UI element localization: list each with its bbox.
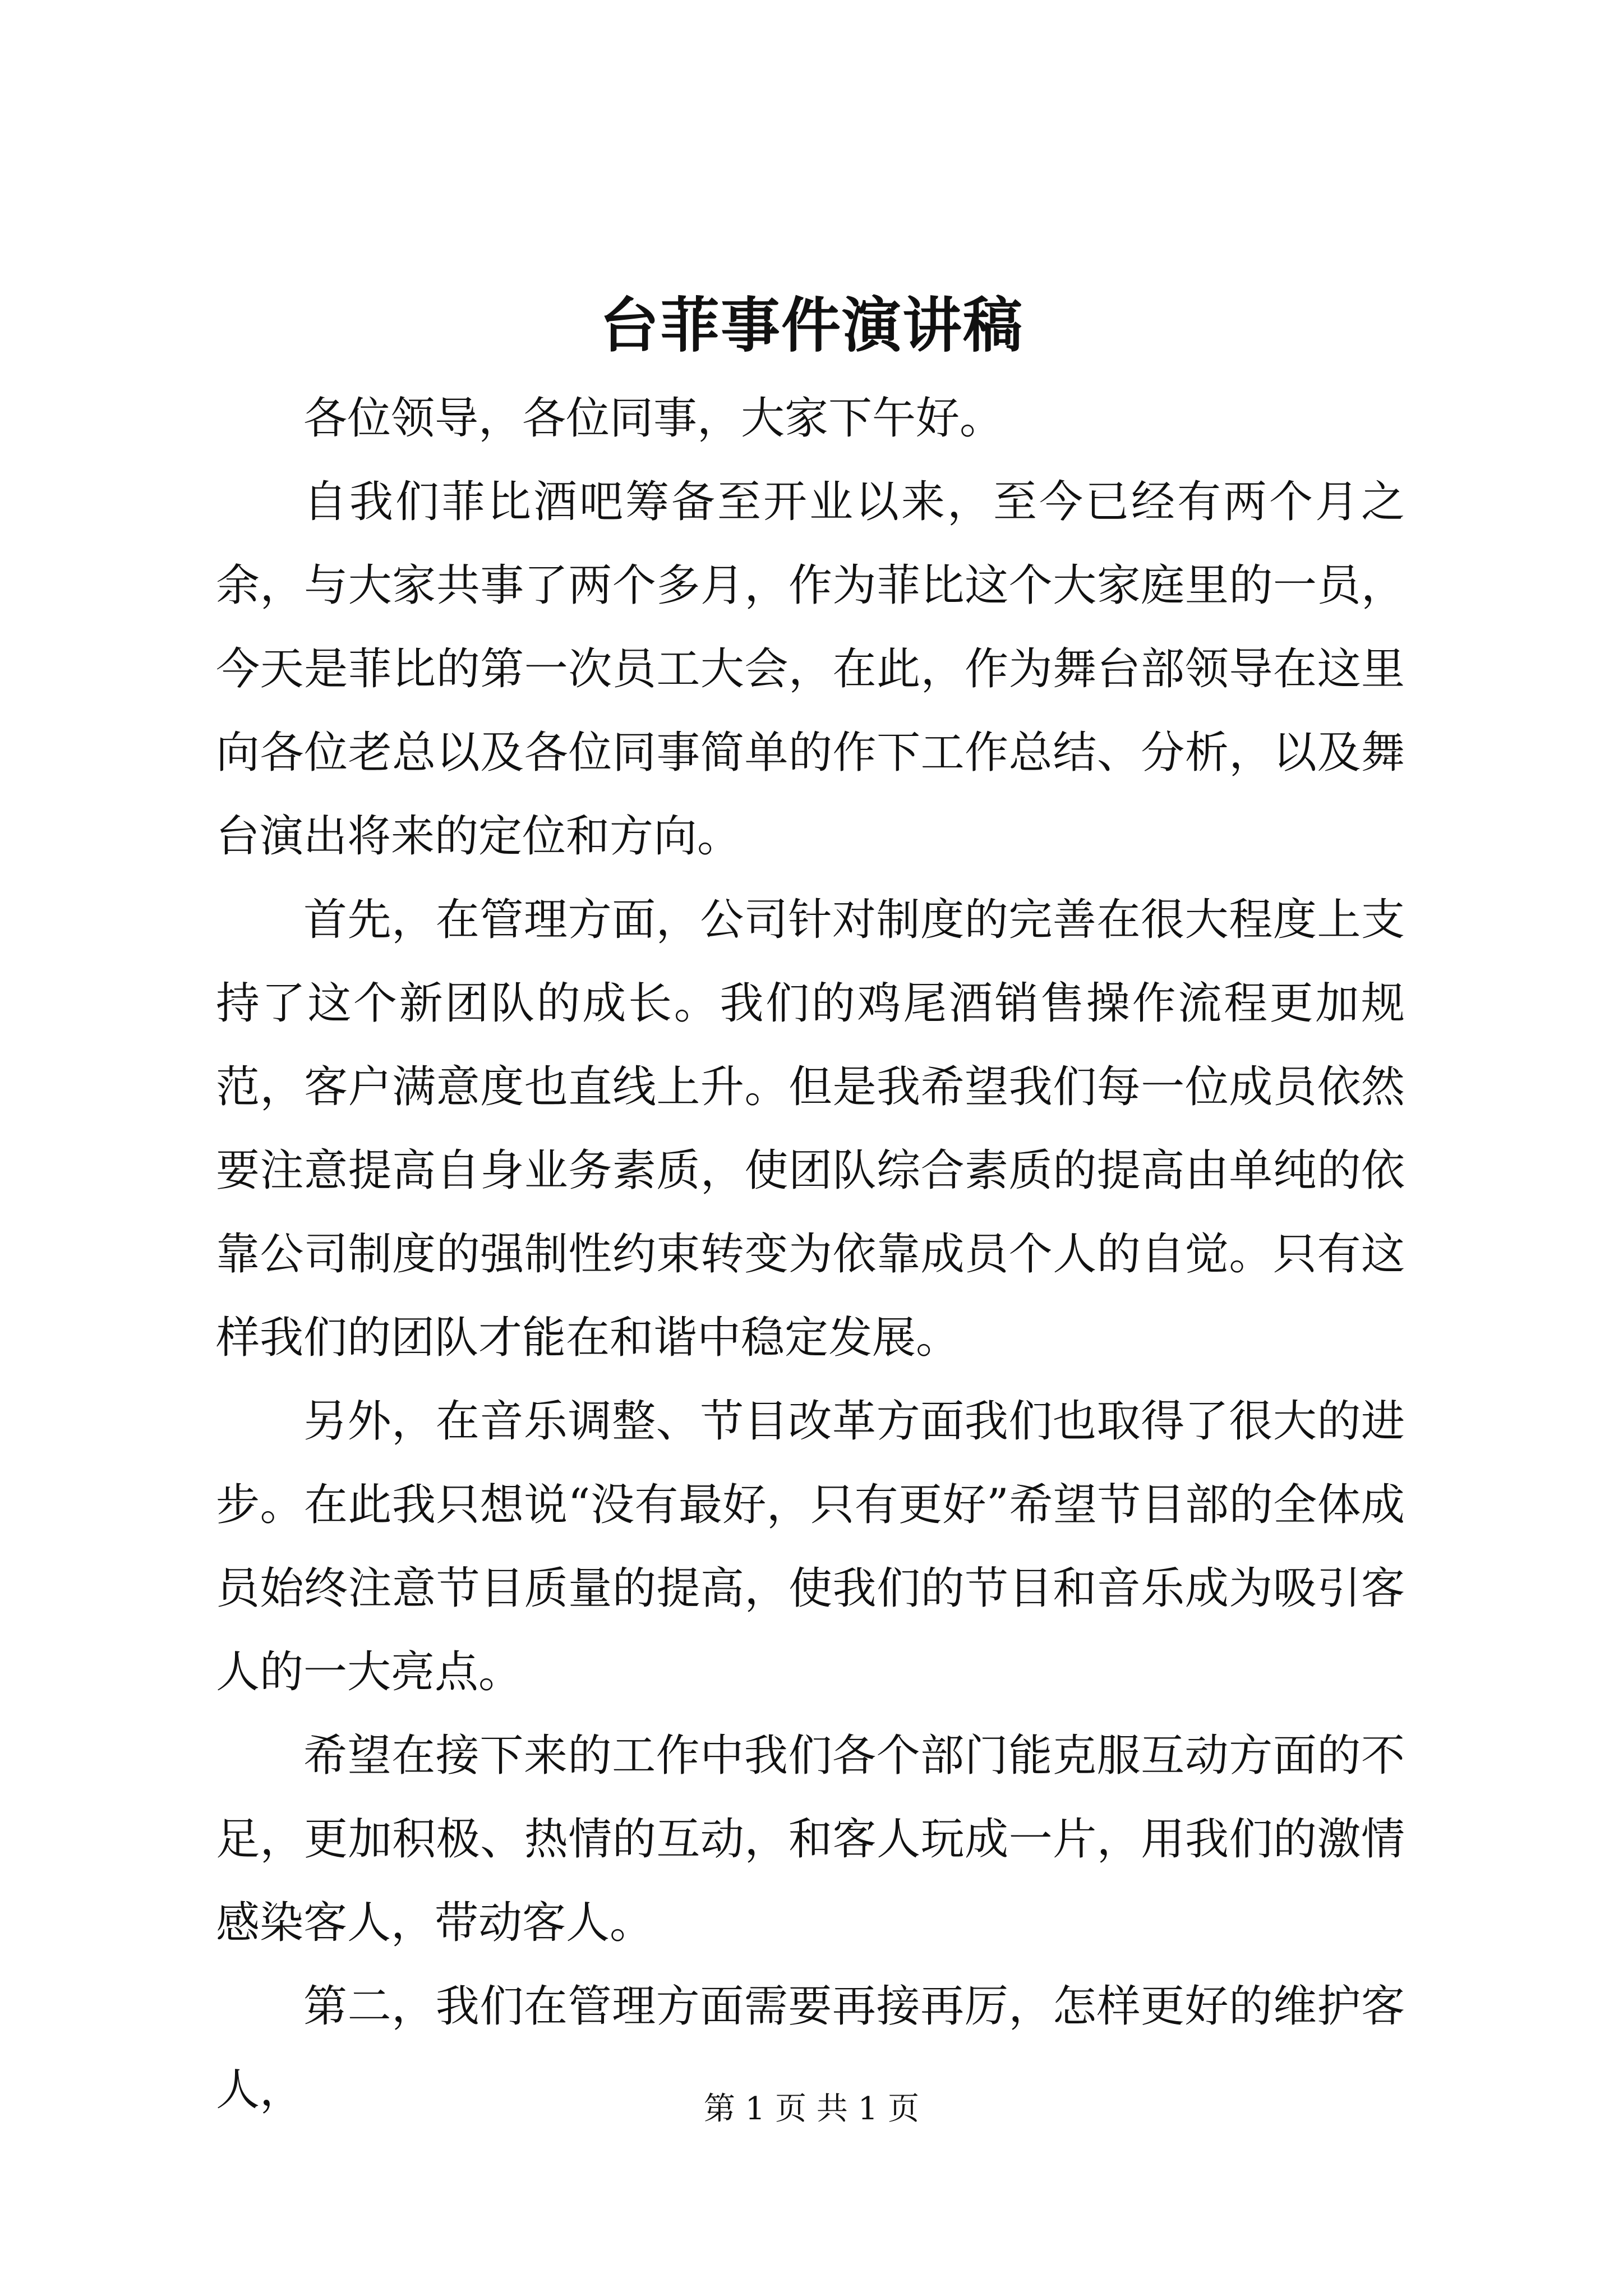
- page-footer: 第 1 页 共 1 页: [703, 2091, 920, 2127]
- paragraph-music-program: 另外，在音乐调整、节目改革方面我们也取得了很大的进步。在此我只想说“没有最好，只有更好”希望节目部的全体成员始终注意节目质量的提高，使我们的节目和音乐成为吸引客人的一大亮点。: [216, 1396, 1405, 1697]
- paragraph-introduction: 自我们菲比酒吧筹备至开业以来，至今已经有两个月之余，与大家共事了两个多月，作为菲比这个大家庭里的一员，今天是菲比的第一次员工大会，在此，作为舞台部领导在这里向各位老总以及各位同事简单的作下工作总结、分析，以及舞台演出将来的定位和方向。: [216, 477, 1405, 862]
- paragraph-management: 首先，在管理方面，公司针对制度的完善在很大程度上支持了这个新团队的成长。我们的鸡尾酒销售操作流程更加规范，客户满意度也直线上升。但是我希望我们每一位成员依然要注意提高自身业务素质，使团队综合素质的提高由单纯的依靠公司制度的强制性约束转变为依靠成员个人的自觉。只有这样我们的团队才能在和谐中稳定发展。: [216, 895, 1405, 1363]
- paragraph-interaction: 希望在接下来的工作中我们各个部门能克服互动方面的不足，更加积极、热情的互动，和客人玩成一片，用我们的激情感染客人，带动客人。: [216, 1731, 1405, 1948]
- paragraph-greeting: 各位领导，各位同事，大家下午好。: [303, 393, 1004, 444]
- paragraph-second-point: 第二，我们在管理方面需要再接再厉，怎样更好的维护客人，: [216, 1981, 1405, 2115]
- document-title: 台菲事件演讲稿: [600, 290, 1023, 360]
- document-body: [216, 377, 1405, 2132]
